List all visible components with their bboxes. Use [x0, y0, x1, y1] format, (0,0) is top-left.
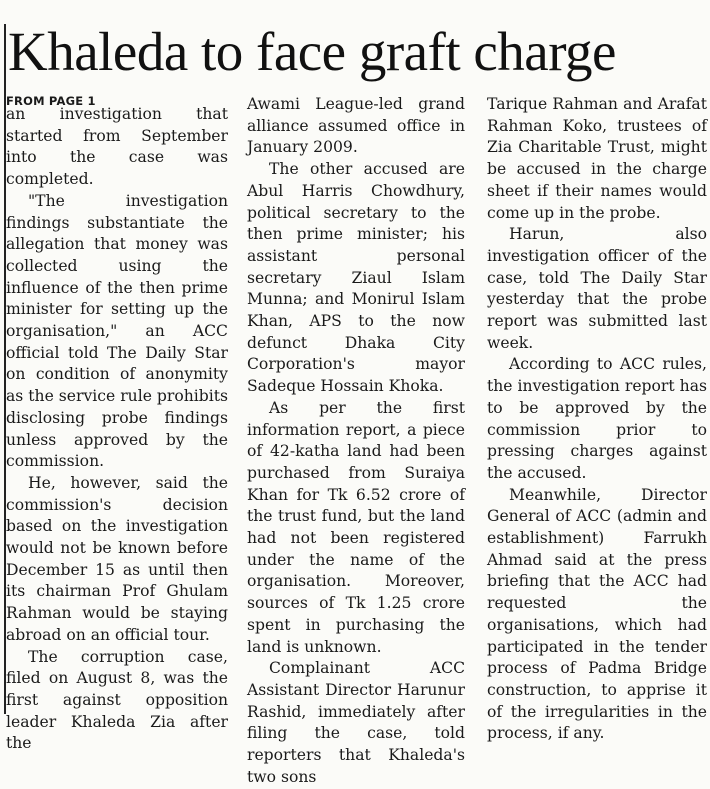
- paragraph: Tarique Rahman and Arafat Rahman Koko, trustees of Zia Charitable Trust, might be accused in the charge sheet if their names would come up in the probe.: [487, 95, 707, 222]
- paragraph: As per the first information report, a piece of 42-katha land had been purchased from Suraiya Khan for Tk 6.52 crore of the trust fund, but the land had not been registered under the name of the organisation. Moreover, sources of Tk 1.25 crore spent in purchasing the land is unknown.: [247, 398, 465, 656]
- article-column-2: [247, 94, 465, 789]
- paragraph: Harun, also investigation officer of the case, told The Daily Star yesterday that the probe report was submitted last week.: [487, 225, 707, 352]
- paragraph: an investigation that started from September into the case was completed.: [6, 105, 228, 189]
- paragraph: "The investigation findings substantiate the allegation that money was collected using the influence of the then prime minister for setting up the organisation," an ACC official told The Daily Star on condition of anonymity as the service rule prohibits disclosing probe findings unless approved by the commission.: [6, 191, 228, 471]
- article-column-1: [6, 94, 228, 755]
- kicker: FROM PAGE 1: [6, 94, 96, 108]
- paragraph: The other accused are Abul Harris Chowdhury, political secretary to the then prime minister; his assistant personal secretary Ziaul Islam Munna; and Monirul Islam Khan, APS to the now defunct Dhaka City Corporation's mayor Sadeque Hossain Khoka.: [247, 160, 465, 396]
- paragraph: Complainant ACC Assistant Director Harunur Rashid, immediately after filing the case, told reporters that Khaleda's two sons: [247, 659, 465, 786]
- paragraph: He, however, said the commission's decision based on the investigation would not be known before December 15 as until then its chairman Prof Ghulam Rahman would be staying abroad on an official tour.: [6, 473, 228, 644]
- paragraph: Meanwhile, Director General of ACC (admin and establishment) Farrukh Ahmad said at the press briefing that the ACC had requested the organisations, which had participated in the tender process of Padma Bridge construction, to apprise it of the irregularities in the process, if any.: [487, 485, 707, 743]
- paragraph: The corruption case, filed on August 8, was the first against opposition leader Khaleda Zia after the: [6, 647, 228, 753]
- paragraph: According to ACC rules, the investigation report has to be approved by the commission prior to pressing charges against the accused.: [487, 355, 707, 482]
- article-column-3: [487, 94, 707, 745]
- paragraph: Awami League-led grand alliance assumed office in January 2009.: [247, 95, 465, 157]
- headline: Khaleda to face graft charge: [8, 21, 616, 82]
